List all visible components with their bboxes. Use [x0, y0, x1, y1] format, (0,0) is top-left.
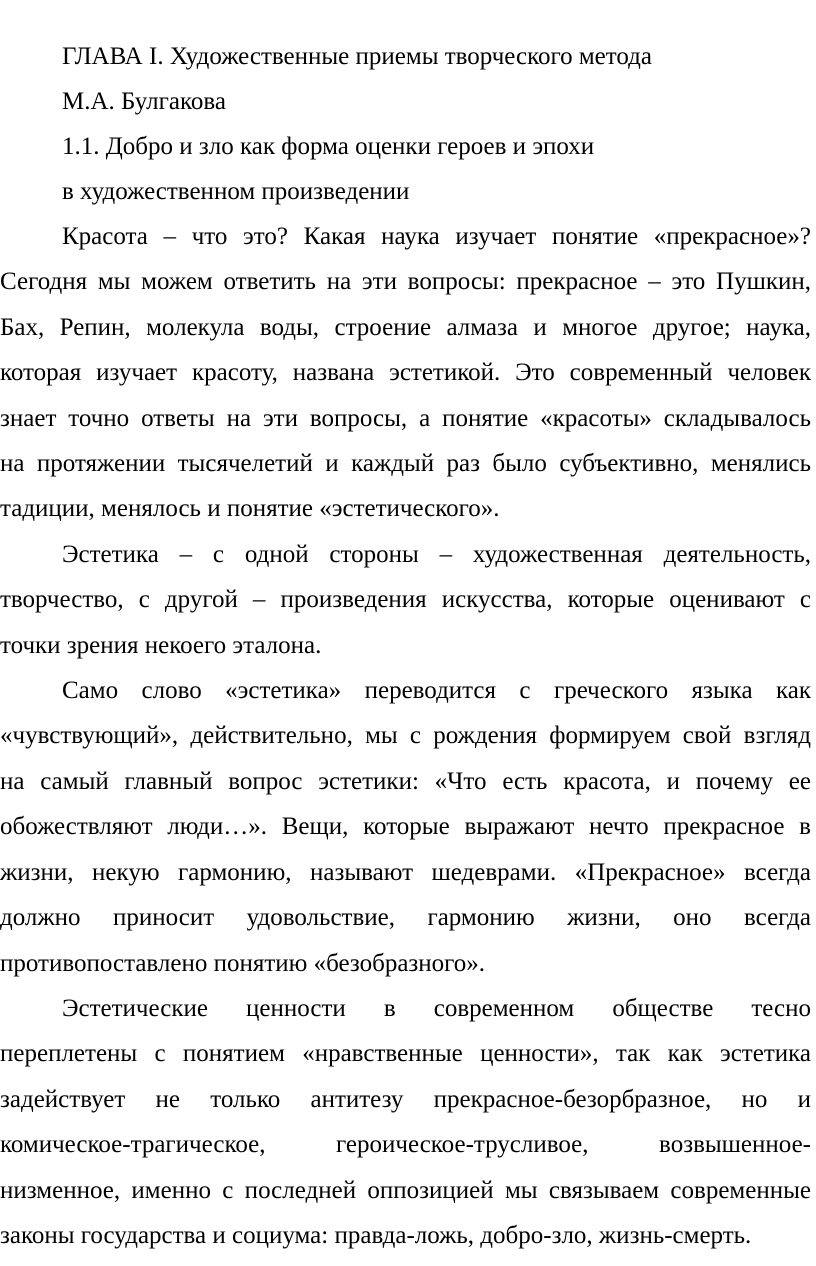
paragraph-line: Бах, Репин, молекула воды, строение алмаза и многое другое; наука, — [0, 313, 811, 341]
paragraph-line: Эстетические ценности в современном обществе тесно — [62, 994, 811, 1022]
section-title-line-2: в художественном произведении — [62, 178, 410, 205]
paragraph — [0, 668, 816, 986]
document-page — [0, 34, 816, 1258]
paragraph-line: законы государства и социума: правда-ложь, добро-зло, жизнь-смерть. — [0, 1221, 752, 1249]
paragraph-line: противопоставлено понятию «безобразного». — [0, 949, 486, 977]
paragraph — [0, 214, 816, 532]
paragraph-line: на самый главный вопрос эстетики: «Что есть красота, и почему ее — [0, 767, 811, 795]
paragraph-line: на протяжении тысячелетий и каждый раз было субъективно, менялись — [0, 450, 811, 478]
chapter-title-line-2: М.А. Булгакова — [62, 88, 226, 115]
paragraph-line: Эстетика – с одной стороны – художественная деятельность, — [62, 540, 811, 568]
paragraph — [0, 986, 816, 1258]
chapter-heading — [0, 34, 816, 214]
paragraph-line: «чувствующий», действительно, мы с рождения формируем свой взгляд — [0, 722, 811, 750]
paragraph-line: должно приносит удовольствие, гармонию жизни, оно всегда — [0, 904, 811, 932]
paragraph-line: Красота – что это? Какая наука изучает понятие «прекрасное»? — [62, 223, 811, 250]
paragraph-line: знает точно ответы на эти вопросы, а понятие «красоты» складывалось — [0, 404, 811, 432]
paragraph-line: обожествляют люди…». Вещи, которые выражают нечто прекрасное в — [0, 813, 811, 841]
paragraph-line: которая изучает красоту, названа эстетикой. Это современный человек — [0, 359, 811, 387]
paragraph-line: тадиции, менялось и понятие «эстетического». — [0, 495, 500, 523]
paragraph — [0, 532, 816, 668]
paragraph-line: комическое-трагическое, героическое-трусливое, возвышенное- — [0, 1131, 811, 1159]
paragraph-line: низменное, именно с последней оппозицией мы связываем современные — [0, 1176, 811, 1204]
chapter-title-line-1: ГЛАВА I. Художественные приемы творческого метода — [62, 43, 652, 70]
paragraph-line: Само слово «эстетика» переводится с греческого языка как — [62, 677, 811, 705]
paragraph-line: точки зрения некоего эталона. — [0, 631, 322, 659]
body-text — [0, 214, 816, 1258]
paragraph-line: переплетены с понятием «нравственные ценности», так как эстетика — [0, 1040, 811, 1068]
paragraph-line: задействует не только антитезу прекрасное-безорбразное, но и — [0, 1085, 811, 1113]
paragraph-line: творчество, с другой – произведения искусства, которые оценивают с — [0, 586, 811, 614]
paragraph-line: Сегодня мы можем ответить на эти вопросы: прекрасное – это Пушкин, — [0, 268, 811, 296]
section-title-line-1: 1.1. Добро и зло как форма оценки героев и эпохи — [62, 133, 595, 160]
paragraph-line: жизни, некую гармонию, называют шедеврами. «Прекрасное» всегда — [0, 858, 811, 886]
